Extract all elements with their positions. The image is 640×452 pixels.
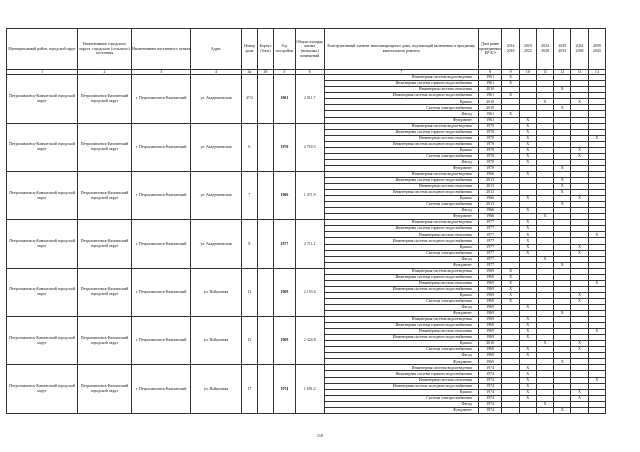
header-period-2014-2018: 2014 2018 bbox=[502, 29, 519, 70]
period-mark-cell: X bbox=[554, 311, 571, 317]
period-mark-cell: X bbox=[571, 395, 588, 401]
header-period-2039-2043: 2039 2043 bbox=[588, 29, 605, 70]
period-mark-cell: X bbox=[588, 232, 605, 238]
settlement-cell: Петропавловск-Камчатский городской округ bbox=[78, 317, 132, 365]
period-mark-cell: X bbox=[571, 347, 588, 353]
construction-year-cell: 1969 bbox=[274, 268, 296, 316]
structural-element-cell: Система электроснабжения bbox=[324, 250, 478, 256]
settlement-cell: Петропавловск-Камчатский городской округ bbox=[78, 123, 132, 171]
period-mark-cell: X bbox=[502, 111, 519, 117]
column-number: 8 bbox=[478, 70, 502, 75]
period-mark-cell: X bbox=[519, 383, 536, 389]
structural-element-cell: Фундамент bbox=[324, 359, 478, 365]
period-mark-cell: X bbox=[554, 177, 571, 183]
structural-element-cell: Инженерная система холодного водоснабжения bbox=[324, 190, 478, 196]
total-area-cell: 2 324.8 bbox=[295, 317, 324, 365]
structural-element-cell: Инженерная система горячего водоснабжения bbox=[324, 371, 478, 377]
settlement-cell: Петропавловск-Камчатский городской округ bbox=[78, 75, 132, 123]
previous-repair-date-cell: 1969 bbox=[478, 353, 502, 359]
header-locality: Наименование населенного пункта bbox=[131, 29, 190, 70]
locality-cell: г. Петропавловск-Камчатский bbox=[131, 171, 190, 219]
structural-element-cell: Инженерная система отопления bbox=[324, 232, 478, 238]
structural-element-cell: Фундамент bbox=[324, 407, 478, 413]
locality-cell: г. Петропавловск-Камчатский bbox=[131, 220, 190, 268]
period-mark-cell: X bbox=[502, 298, 519, 304]
page-number: 110 bbox=[316, 433, 324, 438]
structural-element-cell: Фундамент bbox=[324, 214, 478, 220]
header-construction-year: Год постройки bbox=[274, 29, 296, 70]
previous-repair-date-cell: 1961 bbox=[478, 75, 502, 81]
construction-year-cell: 1977 bbox=[274, 220, 296, 268]
structural-element-cell: Фундамент bbox=[324, 165, 478, 171]
period-mark-cell: X bbox=[519, 329, 536, 335]
address-cell: ул. Войцешека bbox=[191, 268, 242, 316]
period-mark-cell: X bbox=[502, 280, 519, 286]
period-mark-cell: X bbox=[519, 395, 536, 401]
previous-repair-date-cell: 1961 bbox=[478, 93, 502, 99]
municipal-district-cell: Петропавловск-Камчатский городской округ bbox=[7, 220, 78, 268]
document-page bbox=[6, 28, 606, 414]
previous-repair-date-cell: 1974 bbox=[478, 371, 502, 377]
structural-element-cell: Система электроснабжения bbox=[324, 153, 478, 159]
structural-element-cell: Инженерная система водоотведения bbox=[324, 75, 478, 81]
building-block-cell bbox=[257, 75, 273, 123]
construction-year-cell: 1970 bbox=[274, 123, 296, 171]
building-block-cell bbox=[257, 365, 273, 413]
period-mark-cell: X bbox=[519, 226, 536, 232]
structural-element-cell: Фундамент bbox=[324, 117, 478, 123]
previous-repair-date-cell: 1966 bbox=[478, 171, 502, 177]
period-mark-cell: X bbox=[571, 341, 588, 347]
period-mark-cell: X bbox=[536, 341, 553, 347]
capital-repair-table bbox=[6, 28, 606, 414]
previous-repair-date-cell: 1970 bbox=[478, 153, 502, 159]
column-number: 4 bbox=[191, 70, 242, 75]
previous-repair-date-cell: 1961 bbox=[478, 117, 502, 123]
column-number: 3 bbox=[131, 70, 190, 75]
previous-repair-date-cell: 2010 bbox=[478, 99, 502, 105]
construction-year-cell: 1974 bbox=[274, 365, 296, 413]
structural-element-cell: Фасад bbox=[324, 111, 478, 117]
total-area-cell: 1 471.9 bbox=[295, 171, 324, 219]
previous-repair-date-cell: 2013 bbox=[478, 177, 502, 183]
structural-element-cell: Инженерная система холодного водоснабжения bbox=[324, 383, 478, 389]
structural-element-cell: Крыша bbox=[324, 389, 478, 395]
previous-repair-date-cell: 1977 bbox=[478, 232, 502, 238]
previous-repair-date-cell: 1969 bbox=[478, 274, 502, 280]
period-mark-cell: X bbox=[519, 250, 536, 256]
period-mark-cell: X bbox=[519, 304, 536, 310]
municipal-district-cell: Петропавловск-Камчатский городской округ bbox=[7, 75, 78, 123]
period-mark-cell: X bbox=[519, 129, 536, 135]
previous-repair-date-cell: 1970 bbox=[478, 135, 502, 141]
building-block-cell bbox=[257, 268, 273, 316]
municipal-district-cell: Петропавловск-Камчатский городской округ bbox=[7, 365, 78, 413]
previous-repair-date-cell: 1977 bbox=[478, 250, 502, 256]
previous-repair-date-cell: 1970 bbox=[478, 165, 502, 171]
structural-element-cell: Инженерная система холодного водоснабжения bbox=[324, 93, 478, 99]
address-cell: ул. Академическая bbox=[191, 75, 242, 123]
column-number: 1 bbox=[7, 70, 78, 75]
structural-element-cell: Фундамент bbox=[324, 262, 478, 268]
settlement-cell: Петропавловск-Камчатский городской округ bbox=[78, 171, 132, 219]
previous-repair-date-cell: 1969 bbox=[478, 323, 502, 329]
period-mark-cell: X bbox=[536, 99, 553, 105]
period-mark-cell: X bbox=[519, 317, 536, 323]
column-number: 2 bbox=[78, 70, 132, 75]
structural-element-cell: Инженерная система горячего водоснабжения bbox=[324, 129, 478, 135]
period-mark-cell: X bbox=[519, 196, 536, 202]
period-mark-cell: X bbox=[519, 238, 536, 244]
period-mark-cell: X bbox=[588, 329, 605, 335]
house-number-cell: 15 bbox=[241, 317, 257, 365]
address-cell: ул. Войцешека bbox=[191, 365, 242, 413]
period-mark-cell: X bbox=[536, 401, 553, 407]
address-cell: ул. Академическая bbox=[191, 220, 242, 268]
header-period-2019-2023: 2019 2023 bbox=[519, 29, 536, 70]
previous-repair-date-cell: 1969 bbox=[478, 304, 502, 310]
locality-cell: г. Петропавловск-Камчатский bbox=[131, 75, 190, 123]
previous-repair-date-cell: 1977 bbox=[478, 238, 502, 244]
period-mark-cell: X bbox=[571, 298, 588, 304]
building-block-cell bbox=[257, 317, 273, 365]
previous-repair-date-cell: 1974 bbox=[478, 395, 502, 401]
structural-element-cell: Крыша bbox=[324, 341, 478, 347]
structural-element-cell: Инженерная система водоотведения bbox=[324, 171, 478, 177]
period-mark-cell: X bbox=[502, 292, 519, 298]
total-area-cell: 2 153.4 bbox=[295, 268, 324, 316]
structural-element-cell: Система электроснабжения bbox=[324, 202, 478, 208]
previous-repair-date-cell: 1970 bbox=[478, 147, 502, 153]
period-mark-cell: X bbox=[502, 286, 519, 292]
settlement-cell: Петропавловск-Камчатский городской округ bbox=[78, 220, 132, 268]
period-mark-cell: X bbox=[571, 244, 588, 250]
period-mark-cell: X bbox=[519, 135, 536, 141]
previous-repair-date-cell: 1974 bbox=[478, 389, 502, 395]
house-number-cell: 6 bbox=[241, 123, 257, 171]
structural-element-cell: Крыша bbox=[324, 147, 478, 153]
structural-element-cell: Инженерная система холодного водоснабжения bbox=[324, 335, 478, 341]
structural-element-cell: Фундамент bbox=[324, 311, 478, 317]
structural-element-cell: Инженерная система водоотведения bbox=[324, 317, 478, 323]
building-block-cell bbox=[257, 123, 273, 171]
address-cell: ул. Войцешека bbox=[191, 317, 242, 365]
house-number-cell: 47/3 bbox=[241, 75, 257, 123]
structural-element-cell: Инженерная система холодного водоснабжения bbox=[324, 238, 478, 244]
period-mark-cell: X bbox=[519, 147, 536, 153]
column-number: 10 bbox=[519, 70, 536, 75]
previous-repair-date-cell: 1966 bbox=[478, 208, 502, 214]
header-period-2029-2033: 2029 2033 bbox=[554, 29, 571, 70]
previous-repair-date-cell: 1969 bbox=[478, 347, 502, 353]
period-mark-cell: X bbox=[554, 359, 571, 365]
period-mark-cell: X bbox=[554, 184, 571, 190]
period-mark-cell: X bbox=[554, 407, 571, 413]
previous-repair-date-cell: 1961 bbox=[478, 111, 502, 117]
header-previous-repair-date: Дата ранее проведенных КР КЭ bbox=[478, 29, 502, 70]
locality-cell: г. Петропавловск-Камчатский bbox=[131, 268, 190, 316]
header-structural-element: Конструктивный элемент многоквартирного дома, подлежащий включению в программу капитального ремонта bbox=[324, 29, 478, 70]
previous-repair-date-cell: 1974 bbox=[478, 401, 502, 407]
previous-repair-date-cell: 1974 bbox=[478, 377, 502, 383]
previous-repair-date-cell: 1969 bbox=[478, 311, 502, 317]
previous-repair-date-cell: 2010 bbox=[478, 87, 502, 93]
period-mark-cell: X bbox=[554, 262, 571, 268]
column-number: 14 bbox=[588, 70, 605, 75]
period-mark-cell: X bbox=[502, 268, 519, 274]
structural-element-cell: Инженерная система холодного водоснабжения bbox=[324, 141, 478, 147]
settlement-cell: Петропавловск-Камчатский городской округ bbox=[78, 365, 132, 413]
period-mark-cell: X bbox=[571, 196, 588, 202]
structural-element-cell: Крыша bbox=[324, 244, 478, 250]
header-house-number: Номер дома bbox=[241, 29, 257, 70]
total-area-cell: 2 718.3 bbox=[295, 123, 324, 171]
period-mark-cell bbox=[588, 407, 605, 413]
address-cell: ул. Академическая bbox=[191, 123, 242, 171]
period-mark-cell: X bbox=[519, 323, 536, 329]
house-number-cell: 13 bbox=[241, 268, 257, 316]
structural-element-cell: Инженерная система водоотведения bbox=[324, 365, 478, 371]
column-number: 4а bbox=[241, 70, 257, 75]
previous-repair-date-cell: 1970 bbox=[478, 123, 502, 129]
structural-element-cell: Фасад bbox=[324, 159, 478, 165]
previous-repair-date-cell: 1974 bbox=[478, 407, 502, 413]
locality-cell: г. Петропавловск-Камчатский bbox=[131, 317, 190, 365]
municipal-district-cell: Петропавловск-Камчатский городской округ bbox=[7, 268, 78, 316]
locality-cell: г. Петропавловск-Камчатский bbox=[131, 365, 190, 413]
period-mark-cell: X bbox=[554, 105, 571, 111]
municipal-district-cell: Петропавловск-Камчатский городской округ bbox=[7, 171, 78, 219]
column-number: 5 bbox=[274, 70, 296, 75]
header-total-area: Общая площадь жилых (нежилых) помещений bbox=[295, 29, 324, 70]
period-mark-cell: X bbox=[554, 87, 571, 93]
previous-repair-date-cell: 1966 bbox=[478, 196, 502, 202]
previous-repair-date-cell: 1977 bbox=[478, 220, 502, 226]
column-number: 6 bbox=[295, 70, 324, 75]
period-mark-cell: X bbox=[519, 123, 536, 129]
municipal-district-cell: Петропавловск-Камчатский городской округ bbox=[7, 123, 78, 171]
previous-repair-date-cell: 1969 bbox=[478, 298, 502, 304]
structural-element-cell: Инженерная система отопления bbox=[324, 135, 478, 141]
structural-element-cell: Система электроснабжения bbox=[324, 298, 478, 304]
structural-element-cell: Крыша bbox=[324, 99, 478, 105]
address-cell: ул. Академическая bbox=[191, 171, 242, 219]
header-period-2034-2038: 2034 2038 bbox=[571, 29, 588, 70]
period-mark-cell: X bbox=[519, 335, 536, 341]
period-mark-cell: X bbox=[588, 135, 605, 141]
column-number: 11 bbox=[536, 70, 553, 75]
period-mark-cell: X bbox=[571, 153, 588, 159]
previous-repair-date-cell: 1974 bbox=[478, 383, 502, 389]
structural-element-cell: Инженерная система горячего водоснабжения bbox=[324, 81, 478, 87]
house-number-cell: 17 bbox=[241, 365, 257, 413]
header-settlement: Наименование городского округа, городского (сельского) поселения bbox=[78, 29, 132, 70]
period-mark-cell: X bbox=[519, 117, 536, 123]
structural-element-cell: Система электроснабжения bbox=[324, 105, 478, 111]
previous-repair-date-cell: 1970 bbox=[478, 129, 502, 135]
period-mark-cell: X bbox=[554, 190, 571, 196]
period-mark-cell: X bbox=[571, 389, 588, 395]
previous-repair-date-cell: 1966 bbox=[478, 214, 502, 220]
period-mark-cell: X bbox=[519, 377, 536, 383]
period-mark-cell: X bbox=[519, 232, 536, 238]
period-mark-cell: X bbox=[502, 93, 519, 99]
period-mark-cell: X bbox=[519, 389, 536, 395]
previous-repair-date-cell: 1970 bbox=[478, 159, 502, 165]
structural-element-cell: Инженерная система водоотведения bbox=[324, 123, 478, 129]
structural-element-cell: Инженерная система горячего водоснабжения bbox=[324, 177, 478, 183]
previous-repair-date-cell: 1969 bbox=[478, 292, 502, 298]
settlement-cell: Петропавловск-Камчатский городской округ bbox=[78, 268, 132, 316]
previous-repair-date-cell: 2013 bbox=[478, 202, 502, 208]
period-mark-cell bbox=[536, 407, 553, 413]
previous-repair-date-cell: 2013 bbox=[478, 190, 502, 196]
previous-repair-date-cell: 2013 bbox=[478, 184, 502, 190]
structural-element-cell: Инженерная система водоотведения bbox=[324, 268, 478, 274]
period-mark-cell bbox=[502, 407, 519, 413]
period-mark-cell: X bbox=[536, 256, 553, 262]
locality-cell: г. Петропавловск-Камчатский bbox=[131, 123, 190, 171]
structural-element-cell: Система электроснабжения bbox=[324, 395, 478, 401]
period-mark-cell: X bbox=[571, 250, 588, 256]
structural-element-cell: Фасад bbox=[324, 256, 478, 262]
building-block-cell bbox=[257, 171, 273, 219]
previous-repair-date-cell: 1969 bbox=[478, 317, 502, 323]
period-mark-cell: X bbox=[502, 75, 519, 81]
period-mark-cell: X bbox=[519, 347, 536, 353]
structural-element-cell: Фасад bbox=[324, 353, 478, 359]
structural-element-cell: Инженерная система отопления bbox=[324, 377, 478, 383]
period-mark-cell: X bbox=[571, 147, 588, 153]
period-mark-cell: X bbox=[519, 208, 536, 214]
column-number: 9 bbox=[502, 70, 519, 75]
previous-repair-date-cell: 1961 bbox=[478, 81, 502, 87]
period-mark-cell: X bbox=[519, 220, 536, 226]
period-mark-cell bbox=[571, 407, 588, 413]
column-number: 7 bbox=[324, 70, 478, 75]
structural-element-cell: Фасад bbox=[324, 401, 478, 407]
period-mark-cell: X bbox=[519, 244, 536, 250]
period-mark-cell: X bbox=[519, 371, 536, 377]
construction-year-cell: 1966 bbox=[274, 171, 296, 219]
period-mark-cell: X bbox=[519, 153, 536, 159]
period-mark-cell: X bbox=[571, 292, 588, 298]
structural-element-cell: Инженерная система отопления bbox=[324, 329, 478, 335]
structural-element-cell: Фасад bbox=[324, 208, 478, 214]
previous-repair-date-cell: 1977 bbox=[478, 244, 502, 250]
structural-element-cell: Фасад bbox=[324, 304, 478, 310]
period-mark-cell: X bbox=[588, 377, 605, 383]
structural-element-cell: Инженерная система отопления bbox=[324, 87, 478, 93]
structural-element-cell: Система электроснабжения bbox=[324, 347, 478, 353]
construction-year-cell: 1961 bbox=[274, 75, 296, 123]
structural-element-cell: Инженерная система горячего водоснабжения bbox=[324, 226, 478, 232]
period-mark-cell: X bbox=[519, 159, 536, 165]
period-mark-cell: X bbox=[519, 171, 536, 177]
previous-repair-date-cell: 1969 bbox=[478, 359, 502, 365]
period-mark-cell: X bbox=[588, 280, 605, 286]
structural-element-cell: Инженерная система отопления bbox=[324, 184, 478, 190]
header-row bbox=[7, 29, 606, 70]
total-area-cell: 2 011.7 bbox=[295, 75, 324, 123]
period-mark-cell: X bbox=[571, 99, 588, 105]
house-number-cell: 8 bbox=[241, 220, 257, 268]
table-body bbox=[7, 75, 606, 414]
header-address: Адрес bbox=[191, 29, 242, 70]
structural-element-cell: Крыша bbox=[324, 292, 478, 298]
previous-repair-date-cell: 1977 bbox=[478, 262, 502, 268]
header-building-block: Корпус (блок) bbox=[257, 29, 273, 70]
column-number: 4б bbox=[257, 70, 273, 75]
previous-repair-date-cell: 1969 bbox=[478, 286, 502, 292]
column-number: 13 bbox=[571, 70, 588, 75]
total-area-cell: 1 691.2 bbox=[295, 365, 324, 413]
column-number: 12 bbox=[554, 70, 571, 75]
period-mark-cell: X bbox=[536, 214, 553, 220]
period-mark-cell: X bbox=[554, 202, 571, 208]
header-municipal-district: Муниципальный район, городской округ bbox=[7, 29, 78, 70]
period-mark-cell bbox=[519, 407, 536, 413]
period-mark-cell: X bbox=[554, 165, 571, 171]
previous-repair-date-cell: 1969 bbox=[478, 335, 502, 341]
construction-year-cell: 1969 bbox=[274, 317, 296, 365]
structural-element-cell: Инженерная система водоотведения bbox=[324, 220, 478, 226]
previous-repair-date-cell: 2010 bbox=[478, 105, 502, 111]
period-mark-cell: X bbox=[519, 141, 536, 147]
previous-repair-date-cell: 2010 bbox=[478, 341, 502, 347]
previous-repair-date-cell: 1977 bbox=[478, 226, 502, 232]
structural-element-cell: Инженерная система горячего водоснабжения bbox=[324, 274, 478, 280]
period-mark-cell: X bbox=[502, 274, 519, 280]
period-mark-cell: X bbox=[502, 81, 519, 87]
period-mark-cell: X bbox=[519, 365, 536, 371]
total-area-cell: 2 711.2 bbox=[295, 220, 324, 268]
house-number-cell: 7 bbox=[241, 171, 257, 219]
previous-repair-date-cell: 1977 bbox=[478, 256, 502, 262]
municipal-district-cell: Петропавловск-Камчатский городской округ bbox=[7, 317, 78, 365]
previous-repair-date-cell: 1969 bbox=[478, 280, 502, 286]
structural-element-cell: Инженерная система холодного водоснабжения bbox=[324, 286, 478, 292]
header-period-2024-2028: 2024 2028 bbox=[536, 29, 553, 70]
structural-element-cell: Инженерная система горячего водоснабжения bbox=[324, 323, 478, 329]
building-block-cell bbox=[257, 220, 273, 268]
previous-repair-date-cell: 1970 bbox=[478, 141, 502, 147]
structural-element-cell: Крыша bbox=[324, 196, 478, 202]
previous-repair-date-cell: 1969 bbox=[478, 329, 502, 335]
period-mark-cell: X bbox=[519, 353, 536, 359]
previous-repair-date-cell: 1974 bbox=[478, 365, 502, 371]
structural-element-cell: Инженерная система отопления bbox=[324, 280, 478, 286]
previous-repair-date-cell: 1969 bbox=[478, 268, 502, 274]
